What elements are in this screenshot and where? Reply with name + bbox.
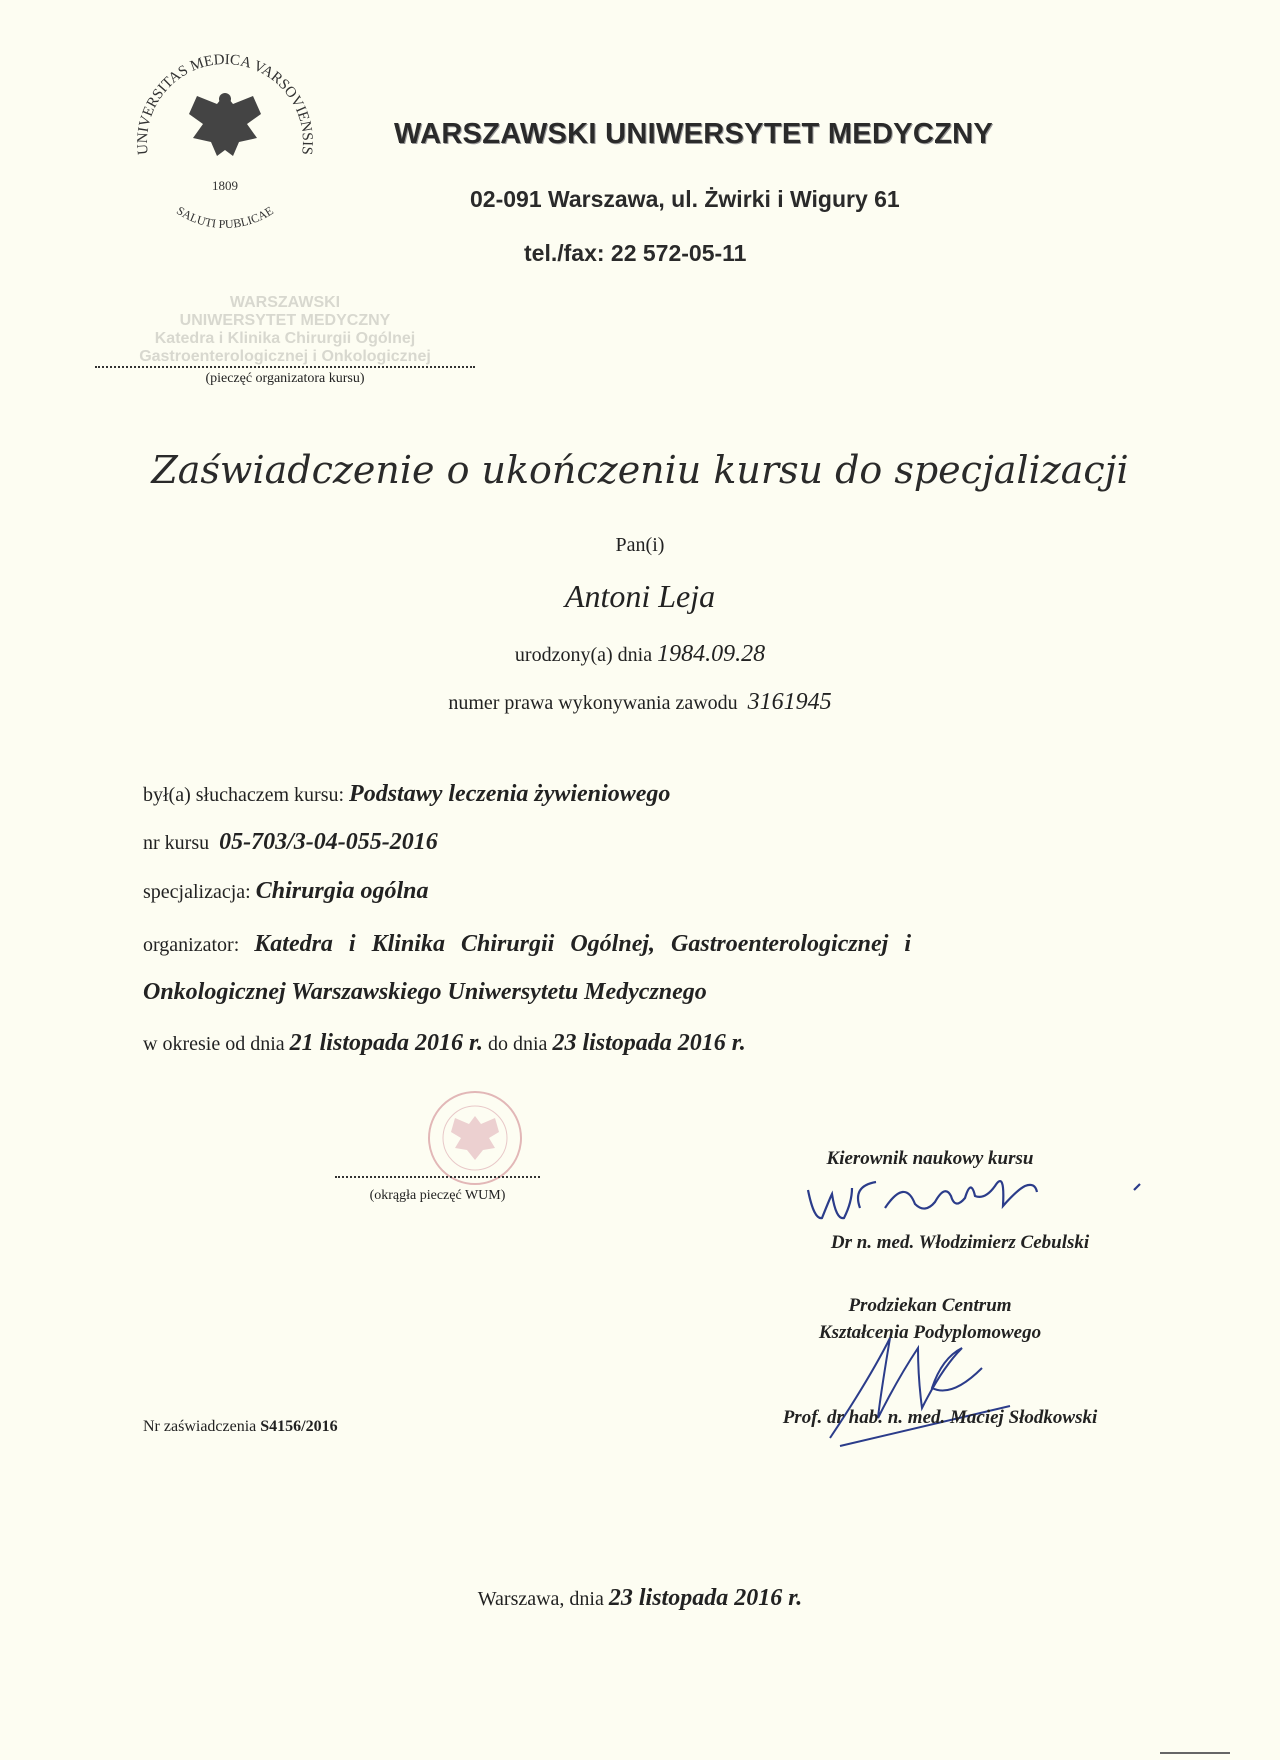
certificate-title: Zaświadczenie o ukończeniu kursu do specjalizacji — [151, 448, 1129, 492]
dean-signature — [820, 1318, 1020, 1453]
organizer-stamp — [95, 294, 475, 388]
eagle-emblem — [189, 93, 261, 156]
organizer-stamp-line: Katedra i Klinika Chirurgii Ogólnej — [154, 330, 416, 347]
dean-title-line-2: Kształcenia Podyplomowego — [818, 1322, 1042, 1343]
dean-title-line-1: Prodziekan Centrum — [848, 1295, 1012, 1316]
university-seal — [130, 42, 320, 242]
organizer-line-1: organizator: Katedra i Klinika Chirurgii Ogólnej, Gastroenterologicznej i — [143, 931, 912, 957]
round-stamp-dotted-line — [335, 1176, 540, 1178]
birth-date-line: urodzony(a) dnia 1984.09.28 — [514, 641, 766, 667]
organizer-stamp-line: WARSZAWSKI — [229, 294, 341, 311]
page-edge — [1160, 1752, 1230, 1754]
seal-text-top: UNIVERSITAS MEDICA VARSOVIENSIS — [134, 51, 316, 156]
course-number-line: nr kursu 05-703/3-04-055-2016 — [143, 829, 438, 855]
university-phone: tel./fax: 22 572-05-11 — [524, 240, 747, 266]
course-line: był(a) słuchaczem kursu: Podstawy leczenia żywieniowego — [143, 781, 671, 807]
university-address: 02-091 Warszawa, ul. Żwirki i Wigury 61 — [470, 186, 900, 212]
specialization-line: specjalizacja: Chirurgia ogólna — [143, 878, 429, 904]
organizer-stamp-line: Gastroenterologicznej i Onkologicznej — [95, 348, 475, 368]
certificate-number: Nr zaświadczenia S4156/2016 — [143, 1418, 338, 1435]
salutation: Pan(i) — [615, 534, 665, 556]
head-signature — [800, 1178, 1180, 1230]
period-line: w okresie od dnia 21 listopada 2016 r. do dnia 23 listopada 2016 r. — [143, 1030, 746, 1056]
organizer-line-2: Onkologicznej Warszawskiego Uniwersytetu Medycznego — [143, 979, 707, 1005]
organizer-stamp-line: UNIWERSYTET MEDYCZNY — [179, 312, 391, 329]
seal-year: 1809 — [212, 178, 238, 193]
university-name: WARSZAWSKI UNIWERSYTET MEDYCZNY — [394, 118, 993, 150]
head-name: Dr n. med. Włodzimierz Cebulski — [830, 1232, 1090, 1253]
dean-name: Prof. dr hab. n. med. Maciej Słodkowski — [782, 1407, 1098, 1428]
license-line: numer prawa wykonywania zawodu 3161945 — [448, 689, 832, 715]
seal-text-bottom: SALUTI PUBLICAE — [174, 203, 276, 232]
recipient-name: Antoni Leja — [564, 578, 716, 614]
head-title: Kierownik naukowy kursu — [826, 1148, 1034, 1169]
round-stamp-caption: (okrągła pieczęć WUM) — [369, 1188, 506, 1203]
round-stamp — [415, 1088, 535, 1188]
footer-place-date: Warszawa, dnia 23 listopada 2016 r. — [477, 1585, 803, 1611]
organizer-stamp-caption: (pieczęć organizatora kursu) — [205, 371, 365, 386]
